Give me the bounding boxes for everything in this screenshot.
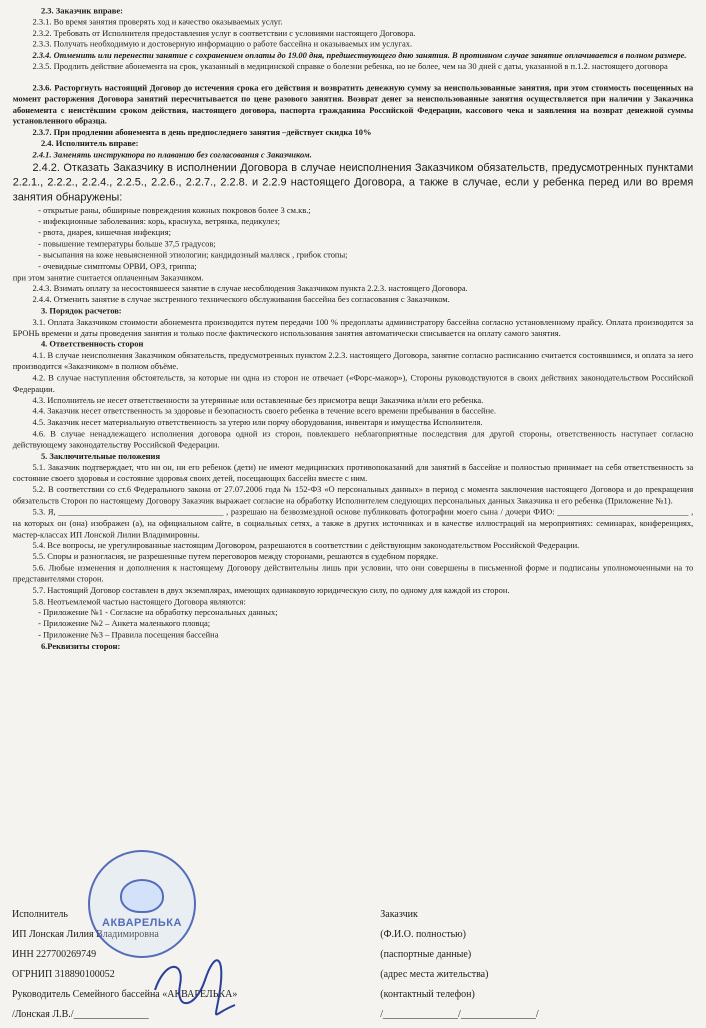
section-heading: 5. Заключительные положения xyxy=(40,450,161,461)
paragraph: 4.4. Заказчик несет ответственность за здоровье и безопасность своего ребенка в течение всего времени пребывания в бассейне. xyxy=(32,406,496,417)
requisites-line: (контактный телефон) xyxy=(380,989,475,1000)
paragraph: 2.3.7. При продлении абонемента в день предпоследнего занятия –действует скидка 10% xyxy=(32,127,372,138)
requisites-line: (Ф.И.О. полностью) xyxy=(380,929,466,940)
requisites-line: /Лонская Л.В./_______________ xyxy=(12,1009,149,1020)
paragraph: 2.3.6. Расторгнуть настоящий Договор до истечения срока его действия и возвратить денежную сумму за неиспользованные занятия, при этом стоимость посещенных на момент расторжения Договора занятий пересчитывается по цене разового занятия. Возврат денег за неиспользованные занятия осуществляется при наличии у Заказчика абонемента с неистёкшим сроком действия, настоящего договора, паспорта гражданина Российской Федерации, кассового чека и заявления на возврат денежной суммы установленного образца. xyxy=(12,82,694,126)
paragraph: 2.3.4. Отменить или перенести занятие с сохранением оплаты до 19.00 дня, предшествующего дню занятия. В противном случае занятие оплачивается в полном размере. xyxy=(32,50,687,61)
list-item: - очевидные симптомы ОРВИ, ОРЗ, гриппа; xyxy=(38,260,197,271)
requisites-line: Заказчик xyxy=(380,909,418,920)
requisites-line: Руководитель Семейного бассейна «АКВАРЕЛЬКА» xyxy=(12,989,238,1000)
paragraph: 5.3. Я, _______________________________________ , разрешаю на безвозмездной основе публиковать фотографии моего сына / дочери ФИО: _______________________________ , на которых он (она) изображен (а), на официальном сайте, в социальных сетях, а также в других источниках и в качестве иллюстраций на мероприятиях: семинарах, конференциях, мастер-классах ИП Лонской Лилии Владимировны. xyxy=(12,506,694,540)
requisites-line: Исполнитель xyxy=(12,909,68,920)
section-heading: 2.3. Заказчик вправе: xyxy=(40,5,123,16)
paragraph: 2.3.2. Требовать от Исполнителя предоставления услуг в соответствии с условиями настоящего Договора. xyxy=(32,27,416,38)
paragraph: 5.7. Настоящий Договор составлен в двух экземплярах, имеющих одинаковую юридическую силу, по одному для каждой из сторон. xyxy=(32,585,510,595)
paragraph: 2.4.1. Заменять инструктора по плаванию без согласования с Заказчиком. xyxy=(32,149,312,160)
list-item: - Приложение №1 - Согласие на обработку персональных данных; xyxy=(38,607,278,618)
paragraph: 2.3.3. Получать необходимую и достоверную информацию о работе бассейна и оказываемых им услугах. xyxy=(32,39,413,50)
list-item: - высыпания на коже невыясненной этиологии; кандидозный малляск , грибок стопы; xyxy=(38,249,348,260)
signature xyxy=(150,950,240,1020)
list-item: - открытые раны, обширные повреждения кожных покровов более 3 см.кв.; xyxy=(38,205,311,215)
list-item: - рвота, диарея, кишечная инфекция; xyxy=(38,227,171,238)
requisites-line: ИНН 227700269749 xyxy=(12,949,97,960)
paragraph: 5.4. Все вопросы, не урегулированные настоящим Договором, разрешаются в соответствии с действующим законодательством Российской Федерации. xyxy=(32,540,580,551)
stamp-logo-icon xyxy=(120,879,164,913)
stamp-text: АКВАРЕЛЬКА xyxy=(102,917,182,929)
list-item: - Приложение №3 – Правила посещения бассейна xyxy=(38,629,219,640)
section-heading: 3. Порядок расчетов: xyxy=(40,305,122,316)
list-item: - инфекционные заболевания: корь, краснуха, ветрянка, педикулез; xyxy=(38,216,280,227)
paragraph: 4.3. Исполнитель не несет ответственности за утерянные или оставленные без присмотра вещи Заказчика и/или его ребенка. xyxy=(32,395,484,405)
paragraph: 2.3.1. Во время занятия проверять ход и качество оказываемых услуг. xyxy=(32,16,283,27)
requisites-line: (адрес места жительства) xyxy=(380,969,489,980)
paragraph xyxy=(13,73,694,83)
paragraph: 4.1. В случае неисполнения Заказчиком обязательств, предусмотренных пунктом 2.2.3. настоящего Договора, занятие согласно расписанию считается состоявшимся, и оплата за него производится «Заказчиком» в полном объёме. xyxy=(12,350,694,372)
requisites-line: (паспортные данные) xyxy=(380,949,472,960)
list-item: - повышение температуры больше 37,5 градусов; xyxy=(38,238,216,249)
paragraph: 5.5. Споры и разногласия, не разрешенные путем переговоров между сторонами, решаются в судебном порядке. xyxy=(32,551,439,562)
paragraph: 3.1. Оплата Заказчиком стоимости абонемента производится путем передачи 100 % предоплаты администратору бассейна согласно установленному прайсу. Оплата производится за БРОНЬ времени и даты проведения занятия и только после фактического использования занятия автоматически списывается на оплату самого занятия. xyxy=(12,316,694,338)
requisites-line: ИП Лонская Лилия Владимировна xyxy=(12,929,159,940)
paragraph: 5.6. Любые изменения и дополнения к настоящему Договору действительны лишь при условии, что они совершены в письменной форме и подписаны уполномоченными на то представителями сторон. xyxy=(12,562,694,584)
list-item: - Приложение №2 – Анкета маленького пловца; xyxy=(38,618,211,629)
company-stamp xyxy=(88,850,196,958)
requisites-line: /_______________/_______________/ xyxy=(380,1009,539,1020)
paragraph: 4.6. В случае ненадлежащего исполнения договора одной из сторон, повлекшего неблагоприятные последствия для другой стороны, ответственность наступает согласно действующему законодательству Российской Федерации. xyxy=(12,428,694,450)
paragraph: 2.3.5. Продлить действие абонемента на срок, указанный в медицинской справке о болезни ребенка, но не более, чем на 30 дней с даты, указанной в п.1.2. настоящего договора xyxy=(32,61,668,72)
paragraph: 2.4.2. Отказать Заказчику в исполнении Договора в случае неисполнения Заказчиком обязательств, предусмотренных пунктами 2.2.1., 2.2.2., 2.2.4., 2.2.5., 2.2.6., 2.2.7., 2.2.8. и 2.2.9 настоящего Договора, а также в случае, если у ребенка перед или во время занятия обнаружены: xyxy=(12,161,694,204)
paragraph: 4.5. Заказчик несет материальную ответственность за утерю или порчу оборудования, инвентаря и имущества Исполнителя. xyxy=(32,417,483,428)
paragraph: 5.1. Заказчик подтверждает, что ни он, ни его ребенок (дети) не имеют медицинских противопоказаний для занятий в бассейне и полностью принимает на себя ответственность за состояние своего здоровья и состояние здоровья своих детей, посещающих бассейн вместе с ним. xyxy=(12,462,694,484)
paragraph: 2.4.3. Взимать оплату за несостоявшееся занятие в случае несоблюдения Заказчиком пункта 2.2.3. настоящего Договора. xyxy=(32,283,468,294)
paragraph: 4.2. В случае наступления обстоятельств, за которые ни одна из сторон не отвечает («Форс-мажор»), Стороны руководствуются в своих действиях законодательством Российской Федерации. xyxy=(12,372,694,394)
section-heading: 2.4. Исполнитель вправе: xyxy=(40,138,139,149)
section-heading: 4. Ответственность сторон xyxy=(40,339,144,350)
paragraph: 2.4.4. Отменить занятие в случае экстренного технического обслуживания бассейна без согласования с Заказчиком. xyxy=(32,294,450,305)
paragraph: при этом занятие считается оплаченным Заказчиком. xyxy=(12,272,204,283)
paragraph: 5.2. В соответствии со ст.6 Федерального закона от 27.07.2006 года № 152-ФЗ «О персональных данных» в период с момента заключения настоящего Договора и до прекращения обязательств Сторон по настоящему Договору Заказчик выражает согласие на обработку Исполнителем следующих персональных данных Заказчика и его ребенка (Приложение №1). xyxy=(12,484,694,506)
requisites-line: ОГРНИП 318890100052 xyxy=(12,969,115,980)
paragraph: 5.8. Неотъемлемой частью настоящего Договора являются: xyxy=(32,596,246,607)
section-heading: 6.Реквизиты сторон: xyxy=(40,640,121,651)
requisites-right xyxy=(380,905,694,1025)
